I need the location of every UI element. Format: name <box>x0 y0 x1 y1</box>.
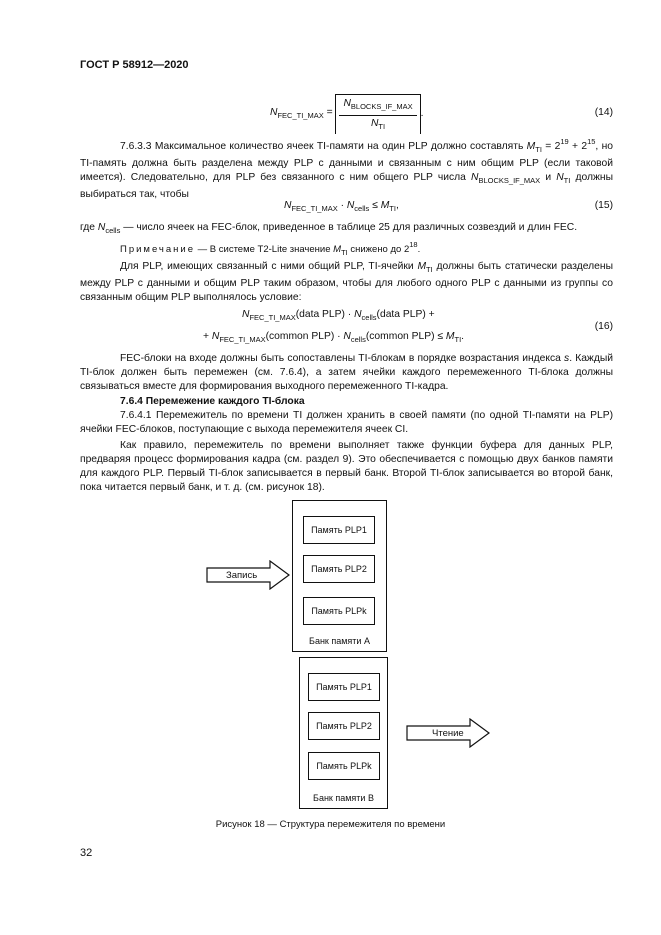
bank-a-label: Банк памяти A <box>309 636 370 646</box>
bank-b-label: Банк памяти B <box>313 793 374 803</box>
paragraph-7-6-4-1: 7.6.4.1 Перемежитель по времени TI должен хранить в своей памяти (по одной TI-памяти на PLP) ячейки FEC-блоков, поступающие с выхода перемежителя ячеек CI. <box>80 410 613 435</box>
bank-a-plp1: Память PLP1 <box>303 516 375 544</box>
bank-b-plpk: Память PLPk <box>308 752 380 780</box>
bank-a-plpk: Память PLPk <box>303 597 375 625</box>
equation-15: $N_{FEC\_TI\_MAX} \cdot N_{cells} \le M_{TI}$, <box>284 200 399 213</box>
bank-b-plp1: Память PLP1 <box>308 673 380 701</box>
paragraph-buffer: Как правило, перемежитель по времени выполняет также функции буфера для данных PLP, предваряя процесс формирования кадра (см. раздел 9). Это обеспечивается с помощью двух банков памяти для каждого PLP. Первый TI-блок записывается в первый банк. Второй TI-блок записывается во второй банк, пока читается первый банк, и т. д. (см. рисунок 18). <box>80 440 613 493</box>
fraction: $\frac{N_{BLOCKS\_IF\_MAX}}{N_{TI}}$ <box>339 97 416 134</box>
page-number: 32 <box>80 847 93 859</box>
paragraph-common-plp: Для PLP, имеющих связанный с ними общий PLP, TI-ячейки $M_{TI}$ должны быть статически разделены между PLP с данными и общим PLP таким образом, чтобы для любого одного PLP с данными из группы со связанным общим PLP выполнялось условие: <box>80 261 613 303</box>
equation-14: $N_{FEC\_TI\_MAX}$ = $\frac{N_{BLOCKS\_IF\_MAX}}{N_{TI}}$ . <box>270 94 423 134</box>
note: Примечание — В системе T2-Lite значение $M_{TI}$ снижено до $2^{18}$. <box>120 240 421 257</box>
equation-16-number: (16) <box>594 321 613 332</box>
bank-b-plp2: Память PLP2 <box>308 712 380 740</box>
write-label: Запись <box>226 570 258 581</box>
equation-14-number: (14) <box>594 107 613 118</box>
equation-16-line-1: $N_{FEC\_TI\_MAX}(data$ $PLP) \cdot N_{cells}(data$ PLP) + <box>242 309 435 322</box>
document-header: ГОСТ Р 58912—2020 <box>80 59 189 71</box>
paragraph-fec-blocks: FEC-блоки на входе должны быть сопоставлены TI-блокам в порядке возрастания индекса s. Каждый TI-блок должен быть перемежен (см. 7.6.4), а затем ячейки каждого перемеженного TI-блока должны связываться вместе для формирования выходного перемеженного TI-кадра. <box>80 353 613 392</box>
equation-15-number: (15) <box>594 200 613 211</box>
where-clause: где $N_{cells}$ — число ячеек на FEC-блок, приведенное в таблице 25 для различных созвездий и длин FEC. <box>80 222 578 235</box>
figure-caption: Рисунок 18 — Структура перемежителя по времени <box>215 819 446 830</box>
ceiling-brackets <box>335 94 420 134</box>
bank-a-plp2: Память PLP2 <box>303 555 375 583</box>
memory-bank-b <box>299 657 388 809</box>
figure-18 <box>200 500 500 810</box>
section-heading-7-6-4: 7.6.4 Перемежение каждого TI-блока <box>120 396 305 407</box>
memory-bank-a <box>292 500 387 652</box>
equation-16-line-2: + $N_{FEC\_TI\_MAX}(common$ $PLP) \cdot N_{cells}(common$ $PLP) \le M_{TI}$. <box>203 331 465 344</box>
paragraph-7-6-3-3: 7.6.3.3 Максимальное количество ячеек TI-памяти на один PLP должно составлять $M_{TI} = 2^{19} + 2^{15}$, но TI-память должна быть разделена между PLP с данными и связанным с ним общим PLP (если таковой имеется). Следовательно, для PLP без связанного с ним общего PLP числа $N_{BLOCKS\_IF\_MAX}$ и $N_{TI}$ должны выбираться так, чтобы <box>80 137 614 200</box>
read-label: Чтение <box>432 728 464 739</box>
